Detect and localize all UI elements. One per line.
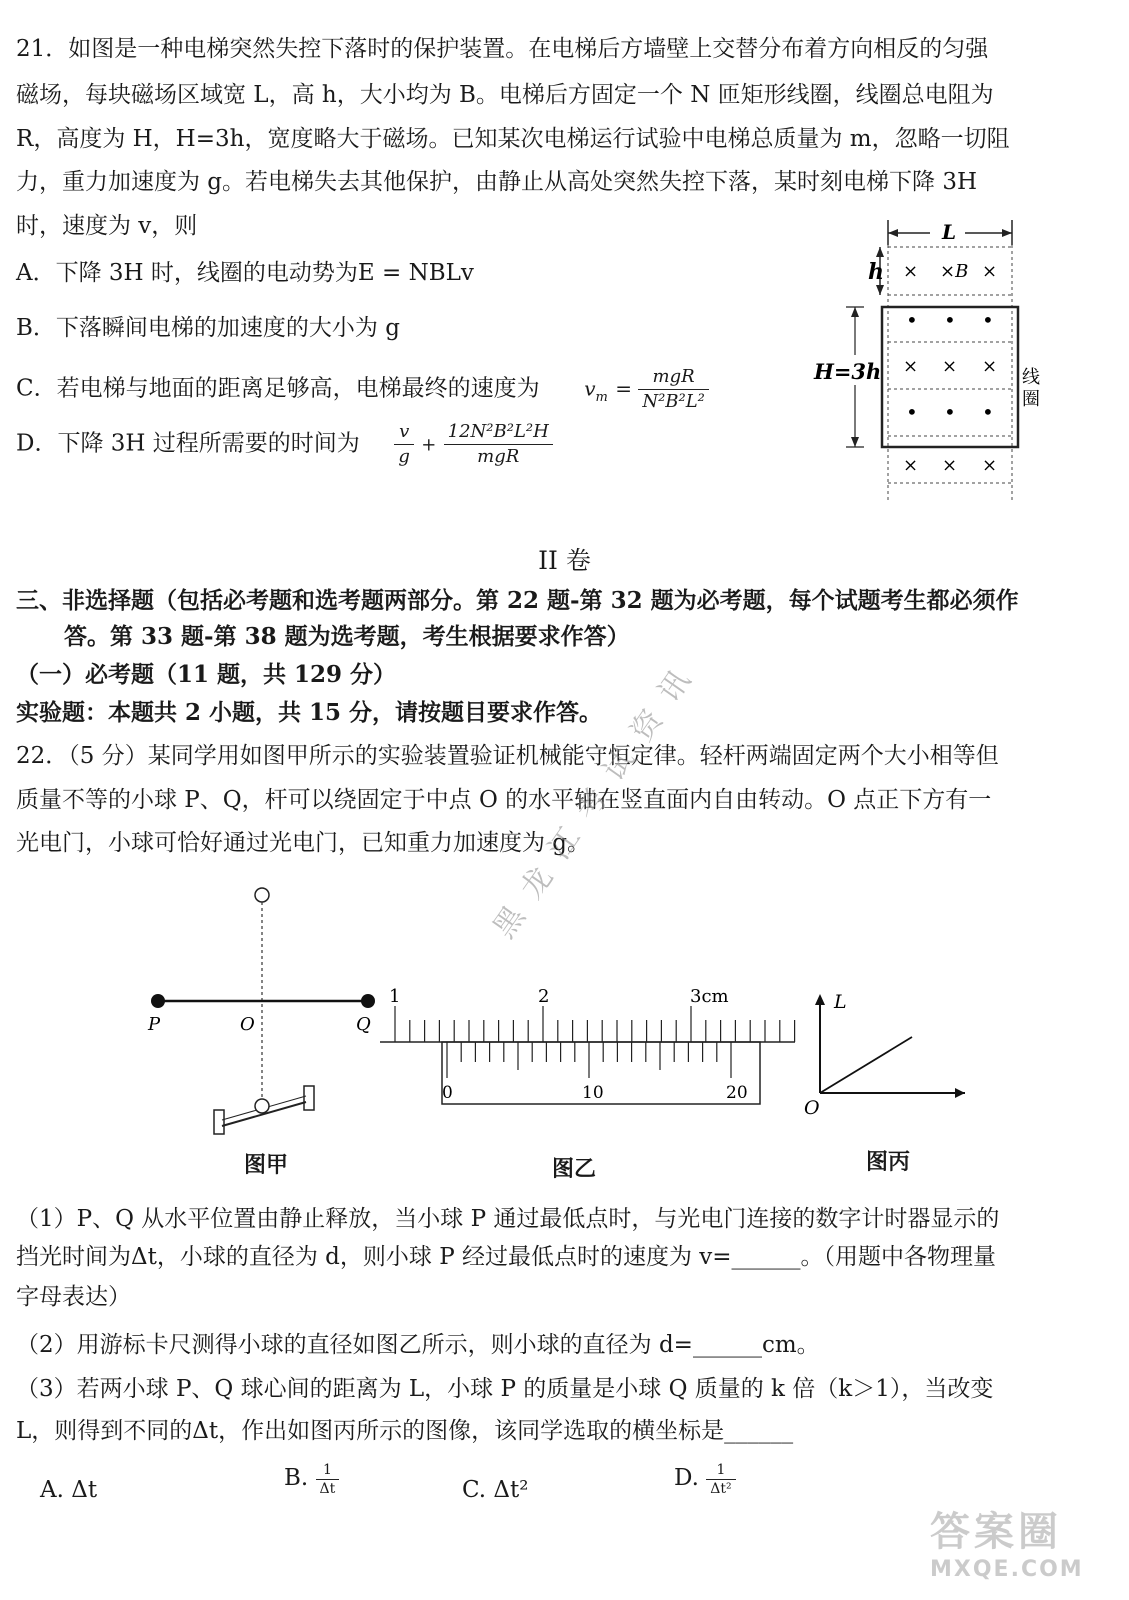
q21-option-d-plus: + xyxy=(421,434,437,456)
fig21-cross: × xyxy=(982,261,998,282)
q22-sub1-line-2: 挡光时间为Δt，小球的直径为 d，则小球 P 经过最低点时的速度为 v=______。（用题中各物理量 xyxy=(16,1244,997,1270)
fig21-coil-label-1: 线 xyxy=(1022,367,1040,388)
fig21-cross: × xyxy=(903,261,919,282)
q21-line-4: 力，重力加速度为 g。若电梯失去其他保护，由静止从高处突然失控下落，某时刻电梯下降 3H xyxy=(16,169,978,195)
q22-figure-b-vernier xyxy=(380,978,800,1113)
section-heading-line-1: 三、非选择题（包括必考题和选考题两部分。第 22 题-第 32 题为必考题，每个试题考生都必须作 xyxy=(16,587,1019,614)
q22-figure-c-graph xyxy=(800,988,975,1123)
q21-line-3: R，高度为 H，H=3h，宽度略大于磁场。已知某次电梯运行试验中电梯总质量为 m，忽略一切阻 xyxy=(16,126,1010,152)
q21-line-2: 磁场，每块磁场区域宽 L，高 h，大小均为 B。电梯后方固定一个 N 匝矩形线圈，线圈总电阻为 xyxy=(16,82,994,108)
q22-choice-d-num: 1 xyxy=(706,1461,735,1480)
q22-choice-a: A. Δt xyxy=(40,1477,98,1503)
q21-option-d-f2-den: mgR xyxy=(477,446,520,467)
q22-choice-b-den: Δt xyxy=(319,1480,336,1497)
q21-option-c-denominator: N²B²L² xyxy=(642,391,705,412)
volume-title: II 卷 xyxy=(538,546,591,575)
section-heading-line-2: 答。第 33 题-第 38 题为选考题，考生根据要求作答） xyxy=(64,623,630,650)
experiment-heading: 实验题：本题共 2 小题，共 15 分，请按题目要求作答。 xyxy=(16,699,603,726)
q21-magnetic-field-figure xyxy=(800,215,1040,505)
fig21-dot: • xyxy=(906,308,918,332)
fig-c-label-L: L xyxy=(834,991,847,1013)
fig-b-main-3: 3cm xyxy=(690,986,729,1007)
q22-sub3-line-1: （3）若两小球 P、Q 球心间的距离为 L，小球 P 的质量是小球 Q 质量的 k 倍（k＞1），当改变 xyxy=(16,1376,994,1402)
q21-line-5: 时，速度为 v，则 xyxy=(16,213,198,239)
fig-b-main-1: 1 xyxy=(389,986,401,1007)
fig21-cross: × xyxy=(903,356,919,377)
fig-b-caption: 图乙 xyxy=(552,1157,597,1182)
q21-option-d-f2-num: 12N²B²L²H xyxy=(444,420,553,445)
fig21-coil-label-2: 圈 xyxy=(1022,389,1040,410)
fig-a-label-P: P xyxy=(148,1014,161,1035)
fig21-label-B: ×B xyxy=(940,261,969,282)
fig21-label-L: L xyxy=(942,220,957,244)
q21-option-c-v: v xyxy=(584,376,596,401)
q21-option-d xyxy=(16,420,553,469)
fig21-dot: • xyxy=(944,400,956,424)
fig-b-vernier-20: 20 xyxy=(726,1083,748,1103)
q21-option-d-fraction-1 xyxy=(394,420,414,469)
fig-b-vernier-10: 10 xyxy=(582,1083,604,1103)
fig-b-vernier-0: 0 xyxy=(442,1083,453,1103)
fig21-cross: × xyxy=(982,455,998,476)
fig21-cross: × xyxy=(942,455,958,476)
q22-choice-b-label: B. xyxy=(284,1465,309,1491)
q22-choice-d-label: D. xyxy=(674,1465,699,1491)
q22-line-2: 质量不等的小球 P、Q，杆可以绕固定于中点 O 的水平轴在竖直面内自由转动。O 点正下方有一 xyxy=(16,787,992,813)
fig21-dot: • xyxy=(906,400,918,424)
q22-choice-d xyxy=(674,1460,736,1498)
q22-sub1-line-1: （1）P、Q 从水平位置由静止释放，当小球 P 通过最低点时，与光电门连接的数字计时器显示的 xyxy=(16,1206,1000,1232)
q21-option-c-numerator: mgR xyxy=(638,365,709,390)
q22-line-3: 光电门，小球可恰好通过光电门，已知重力加速度为 g。 xyxy=(16,830,591,856)
q22-sub3-line-2: L，则得到不同的Δt，作出如图丙所示的图像，该同学选取的横坐标是______ xyxy=(16,1418,794,1444)
q22-choice-b-num: 1 xyxy=(316,1461,340,1480)
q21-option-c-fraction xyxy=(638,365,709,414)
fig-a-label-O: O xyxy=(240,1014,255,1035)
fig21-cross: × xyxy=(982,356,998,377)
q22-figure-a xyxy=(140,880,390,1140)
fig-a-label-Q: Q xyxy=(356,1014,371,1035)
watermark-logo xyxy=(930,1500,1110,1590)
q21-option-c-sub: m xyxy=(595,390,608,406)
fig21-label-h: h xyxy=(868,259,884,285)
q22-choice-b xyxy=(284,1460,339,1498)
q21-option-d-text: D．下降 3H 过程所需要的时间为 xyxy=(16,430,360,457)
fig-c-caption: 图丙 xyxy=(866,1150,911,1175)
watermark-site: MXQE.COM xyxy=(930,1557,1084,1582)
fig-c-label-O: O xyxy=(804,1097,820,1119)
watermark-logo-text: 答案圈 xyxy=(930,1509,1062,1555)
q21-option-d-f1-den: g xyxy=(398,446,410,467)
q22-sub1-line-3: 字母表达） xyxy=(16,1284,131,1310)
q22-choice-d-fraction xyxy=(706,1461,735,1498)
watermark-text: 黑龙江考试资讯 xyxy=(486,649,708,945)
q21-line-1: 21．如图是一种电梯突然失控下落时的保护装置。在电梯后方墙壁上交替分布着方向相反的匀强 xyxy=(16,36,989,62)
fig21-cross: × xyxy=(942,356,958,377)
fig21-label-H: H=3h xyxy=(814,359,882,384)
q21-option-a: A．下降 3H 时，线圈的电动势为E = NBLv xyxy=(16,260,474,286)
section-subheading: （一）必考题（11 题，共 129 分） xyxy=(16,661,397,688)
fig21-cross: × xyxy=(903,455,919,476)
q21-option-c-text: C．若电梯与地面的距离足够高，电梯最终的速度为 xyxy=(16,375,540,402)
q22-choice-b-fraction xyxy=(316,1461,340,1498)
q22-sub2: （2）用游标卡尺测得小球的直径如图乙所示，则小球的直径为 d=______cm。 xyxy=(16,1332,820,1358)
q22-line-1: 22．（5 分）某同学用如图甲所示的实验装置验证机械能守恒定律。轻杆两端固定两个大小相等但 xyxy=(16,743,999,769)
q21-option-d-f1-num: v xyxy=(394,420,414,445)
q21-option-c: C．若电梯与地面的距离足够高，电梯最终的速度为 $v_m$ = $\frac{\text{mgR}}{\text{N²B²L²}}$ xyxy=(16,365,709,416)
q22-choice-c: C. Δt² xyxy=(462,1477,529,1503)
q21-option-b: B．下落瞬间电梯的加速度的大小为 g xyxy=(16,315,400,341)
fig21-dot: • xyxy=(944,308,956,332)
fig-a-caption: 图甲 xyxy=(244,1153,289,1178)
fig21-dot: • xyxy=(982,400,994,424)
q22-choice-d-den: Δt² xyxy=(710,1480,732,1497)
q21-option-d-fraction-2 xyxy=(444,420,553,469)
fig-b-main-2: 2 xyxy=(538,986,550,1007)
fig21-dot: • xyxy=(982,308,994,332)
